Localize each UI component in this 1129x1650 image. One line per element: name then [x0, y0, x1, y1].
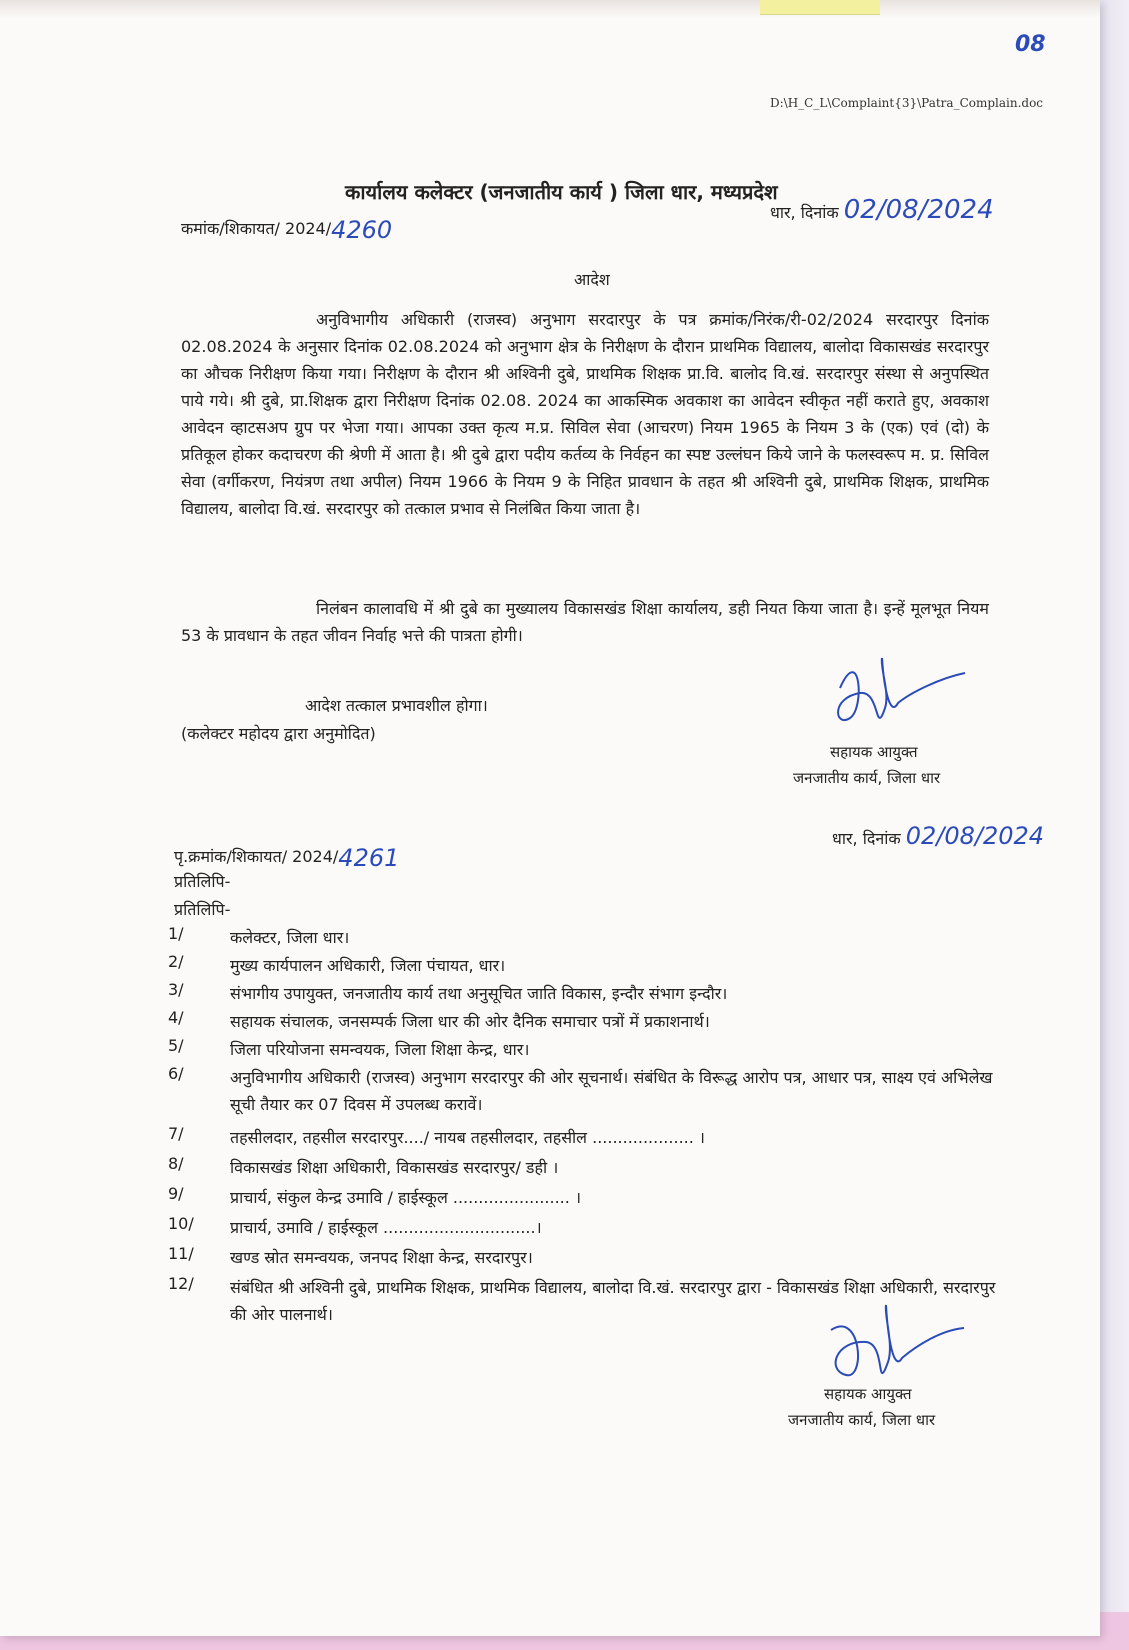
distribution-number: 4/	[168, 1008, 184, 1027]
copy-heading-2: प्रतिलिपि-	[174, 900, 231, 919]
office-title: कार्यालय कलेक्टर (जनजातीय कार्य ) जिला धार, मध्यप्रदेश	[345, 180, 778, 204]
approval-line: (कलेक्टर महोदय द्वारा अनुमोदित)	[181, 724, 376, 743]
order-date	[770, 195, 994, 225]
file-path: D:\H_C_L\Complaint{3}\Patra_Complain.doc	[770, 96, 1044, 110]
distribution-number: 12/	[168, 1274, 194, 1293]
page-stack-edge	[1100, 0, 1129, 1650]
effective-line: आदेश तत्काल प्रभावशील होगा।	[305, 696, 488, 715]
copy-reference	[174, 840, 400, 872]
distribution-text: जिला परियोजना समन्वयक, जिला शिक्षा केन्द्र, धार।	[230, 1040, 530, 1059]
signatory-2-title: सहायक आयुक्त	[824, 1385, 912, 1403]
distribution-number: 1/	[168, 924, 184, 943]
copy-heading-1: प्रतिलिपि-	[174, 872, 231, 891]
copy-date-label: धार, दिनांक	[832, 829, 901, 848]
distribution-text: संबंधित श्री अश्विनी दुबे, प्राथमिक शिक्षक, प्राथमिक विद्यालय, बालोदा वि.खं. सरदारपुर द्वारा - विकासखंड शिक्षा अधिकारी, सरदारपुर की ओर पालनार्थ।	[230, 1278, 996, 1324]
distribution-number: 7/	[168, 1124, 184, 1143]
signature-1	[820, 648, 970, 748]
distribution-text: अनुविभागीय अधिकारी (राजस्व) अनुभाग सरदारपुर की ओर सूचनार्थ। संबंधित के विरूद्ध आरोप पत्र, आधार पत्र, साक्ष्य एवं अभिलेख सूची तैयार कर 07 दिवस में उपलब्ध करावें।	[230, 1068, 993, 1114]
distribution-text: विकासखंड शिक्षा अधिकारी, विकासखंड सरदारपुर/ डही ।	[230, 1158, 559, 1177]
distribution-number: 9/	[168, 1184, 184, 1203]
distribution-text: प्राचार्य, उमावि / हाईस्कूल ..............................।	[230, 1218, 542, 1237]
copy-date-value: 02/08/2024	[905, 822, 1045, 850]
copy-ref-number: 4261	[338, 844, 400, 872]
order-reference	[181, 212, 393, 244]
distribution-text: मुख्य कार्यपालन अधिकारी, जिला पंचायत, धार।	[230, 956, 506, 975]
order-paragraph-1: अनुविभागीय अधिकारी (राजस्व) अनुभाग सरदारपुर के पत्र क्रमांक/निरंक/री-02/2024 सरदारपुर दिनांक 02.08.2024 के अनुसार दिनांक 02.08.2024 को अनुभाग क्षेत्र के निरीक्षण के दौरान प्राथमिक विद्यालय, बालोदा विकासखंड सरदारपुर का औचक निरीक्षण किया गया। निरीक्षण के दौरान श्री अश्विनी दुबे, प्राथमिक शिक्षक प्रा.वि. बालोद वि.खं. सरदारपुर संस्था से अनुपस्थित पाये गये। श्री दुबे, प्रा.शिक्षक द्वारा निरीक्षण दिनांक 02.08. 2024 का आकस्मिक अवकाश का आवेदन स्वीकृत नहीं कराते हुए, अवकाश आवेदन व्हाटसअप ग्रुप पर भेजा गया। आपका उक्त कृत्य म.प्र. सिविल सेवा (आचरण) नियम 1965 के नियम 3 के (एक) एवं (दो) के प्रतिकूल होकर कदाचरण की श्रेणी में आता है। श्री दुबे द्वारा पदीय कर्तव्य के निर्वहन का स्पष्ट उल्लंघन किये जाने के फलस्वरूप म. प्र. सिविल सेवा (वर्गीकरण, नियंत्रण तथा अपील) नियम 1966 के नियम 9 के निहित प्रावधान के तहत श्री अश्विनी दुबे, प्राथमिक शिक्षक, प्राथमिक विद्यालय, बालोदा वि.खं. सरदारपुर को तत्काल प्रभाव से निलंबित किया जाता है।	[181, 310, 989, 518]
copy-ref-label: पृ.क्रमांक/शिकायत/ 2024/	[174, 847, 339, 866]
distribution-text: सहायक संचालक, जनसम्पर्क जिला धार की ओर दैनिक समाचार पत्रों में प्रकाशनार्थ।	[230, 1012, 710, 1031]
distribution-number: 8/	[168, 1154, 184, 1173]
distribution-number: 3/	[168, 980, 184, 999]
order-paragraph-2: निलंबन कालावधि में श्री दुबे का मुख्यालय विकासखंड शिक्षा कार्यालय, डही नियत किया जाता है। इन्हें मूलभूत नियम 53 के प्रावधान के तहत जीवन निर्वाह भत्ते की पात्रता होगी।	[181, 599, 989, 645]
sticky-note	[760, 0, 880, 15]
distribution-number: 6/	[168, 1064, 184, 1083]
distribution-number: 2/	[168, 952, 184, 971]
signatory-2-dept: जनजातीय कार्य, जिला धार	[788, 1411, 936, 1429]
distribution-text: तहसीलदार, तहसील सरदारपुर..../ नायब तहसीलदार, तहसील .................... ।	[230, 1128, 705, 1147]
order-date-label: धार, दिनांक	[770, 203, 839, 222]
signatory-1-title: सहायक आयुक्त	[830, 743, 918, 761]
distribution-text: प्राचार्य, संकुल केन्द्र उमावि / हाईस्कूल ....................... ।	[230, 1188, 582, 1207]
signatory-1-dept: जनजातीय कार्य, जिला धार	[793, 769, 941, 787]
copy-date	[832, 822, 1044, 850]
order-ref-label: कमांक/शिकायत/ 2024/	[181, 219, 332, 238]
distribution-number: 5/	[168, 1036, 184, 1055]
order-ref-number: 4260	[331, 216, 393, 244]
distribution-number: 10/	[168, 1214, 194, 1233]
distribution-text: खण्ड स्रोत समन्वयक, जनपद शिक्षा केन्द्र, सरदारपुर।	[230, 1248, 533, 1267]
distribution-text: कलेक्टर, जिला धार।	[230, 928, 350, 947]
distribution-text: संभागीय उपायुक्त, जनजातीय कार्य तथा अनुसूचित जाति विकास, इन्दौर संभाग इन्दौर।	[230, 984, 728, 1003]
order-date-value: 02/08/2024	[843, 195, 994, 225]
distribution-number: 11/	[168, 1244, 194, 1263]
order-heading: आदेश	[574, 270, 610, 289]
page-number: 08	[1015, 32, 1046, 57]
